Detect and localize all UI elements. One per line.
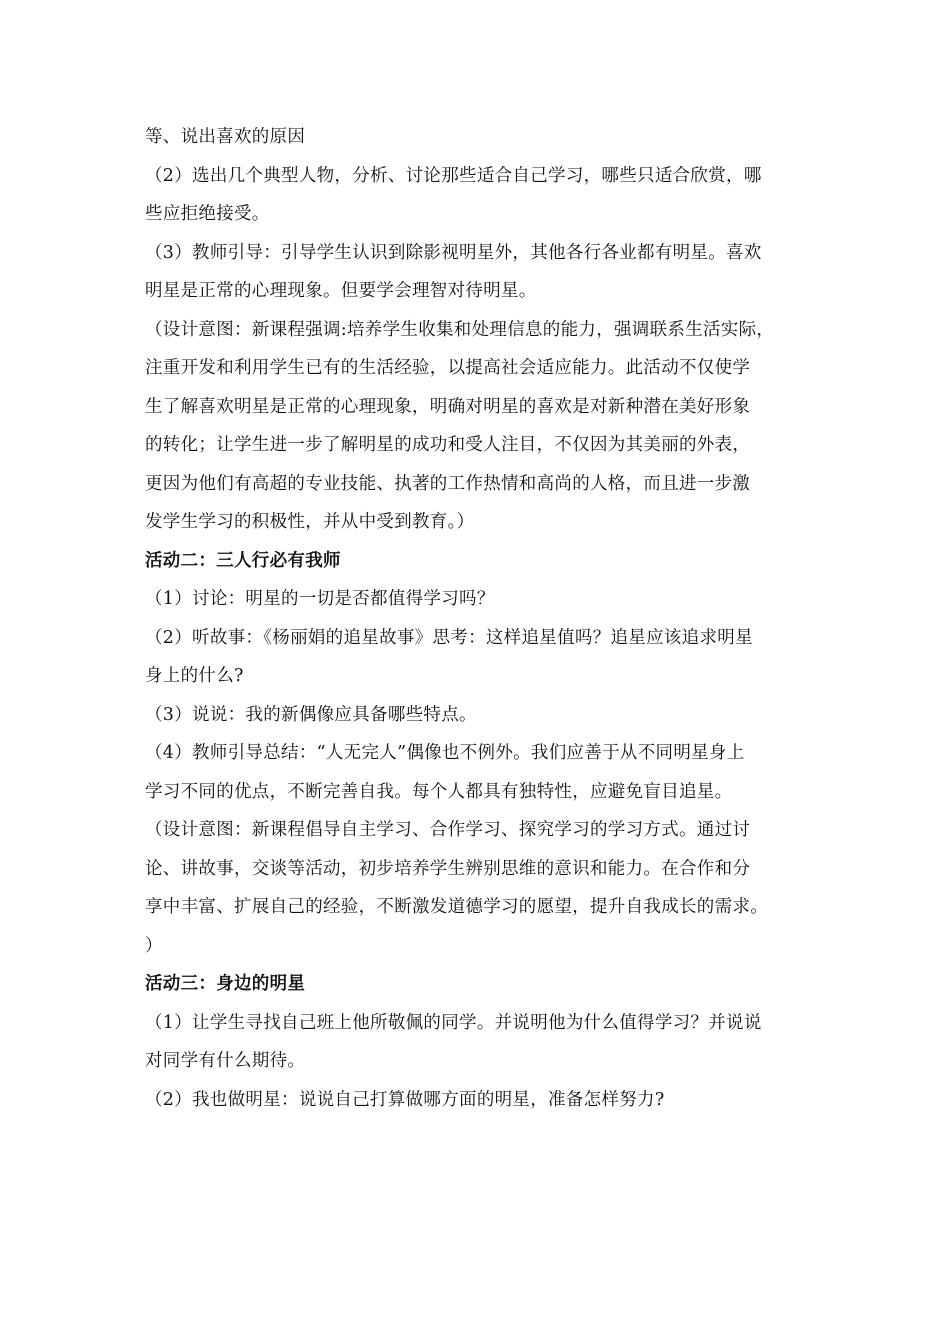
paragraph-line: （2）听故事：《杨丽娟的追星故事》思考：这样追星值吗？追星应该追求明星 [145,627,753,648]
document-body [145,118,825,1119]
paragraph-line: 明星是正常的心理现象。但要学会理智对待明星。 [145,281,537,301]
activity-three-heading: 活动三：身边的明星 [145,974,306,994]
paragraph-line: （3）教师引导：引导学生认识到除影视明星外，其他各行各业都有明星。喜欢 [145,242,762,263]
design-intent-line: （设计意图：新课程倡导自主学习、合作学习、探究学习的学习方式。通过讨 [145,820,751,840]
paragraph-line: 些应拒绝接受。 [145,204,270,224]
paragraph-line: 身上的什么? [145,666,244,686]
design-intent-line: 生了解喜欢明星是正常的心理现象，明确对明星的喜欢是对新种潜在美好形象 [145,396,751,417]
paragraph-line: （4）教师引导总结：“人无完人”偶像也不例外。我们应善于从不同明星身上 [145,743,745,763]
paragraph-line: （1）让学生寻找自己班上他所敬佩的同学。并说明他为什么值得学习？并说说 [145,1012,762,1033]
paragraph-line: （2）选出几个典型人物，分析、讨论那些适合自己学习，哪些只适合欣赏，哪 [145,165,762,186]
paragraph-line: 对同学有什么期待。 [145,1051,306,1071]
design-intent-line: 发学生学习的积极性，并从中受到教育。） [145,512,475,532]
paragraph-line: （1）讨论：明星的一切是否都值得学习吗？ [145,589,495,609]
paragraph-line: （3）说说：我的新偶像应具备哪些特点。 [145,704,477,725]
design-intent-line: 享中丰富、扩展自己的经验，不断激发道德学习的愿望，提升自我成长的需求。 [145,897,768,917]
design-intent-line: ） [145,935,163,956]
paragraph-line: 等、说出喜欢的原因 [145,127,306,147]
design-intent-line: 的转化；让学生进一步了解明星的成功和受人注目，不仅因为其美丽的外表， [145,435,751,455]
paragraph-line: （2）我也做明星：说说自己打算做哪方面的明星，准备怎样努力? [145,1089,665,1110]
design-intent-line: 论、讲故事，交谈等活动，初步培养学生辨别思维的意识和能力。在合作和分 [145,858,751,879]
design-intent-line: 注重开发和利用学生已有的生活经验，以提高社会适应能力。此活动不仅使学 [145,358,751,378]
activity-two-heading: 活动二：三人行必有我师 [145,550,341,571]
design-intent-line: （设计意图：新课程强调:培养学生收集和处理信息的能力，强调联系生活实际， [145,319,775,340]
paragraph-line: 学习不同的优点，不断完善自我。每个人都具有独特性，应避免盲目追星。 [145,781,733,802]
design-intent-line: 更因为他们有高超的专业技能、执著的工作热情和高尚的人格，而且进一步激 [145,473,751,494]
